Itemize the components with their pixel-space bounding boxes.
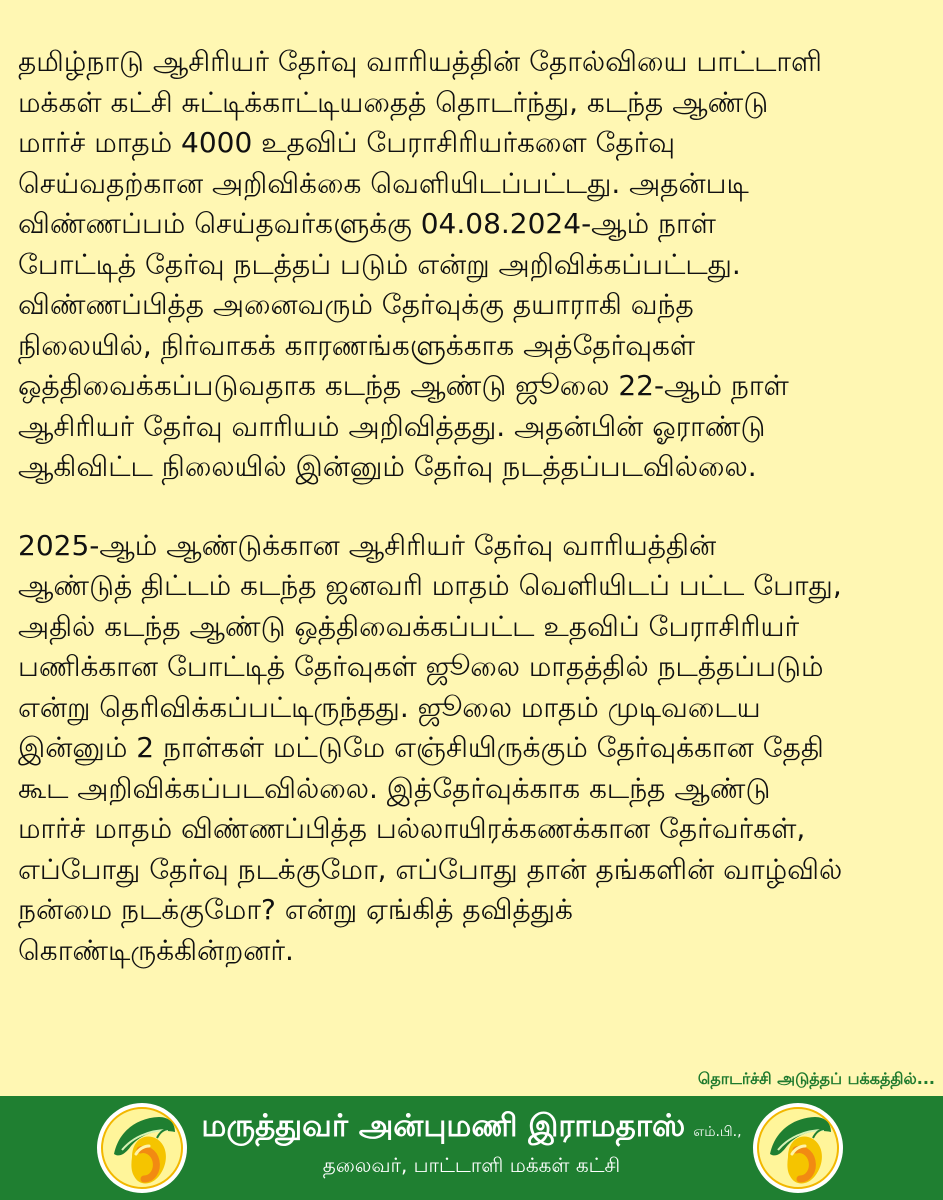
leader-title: தலைவர், பாட்டாளி மக்கள் கட்சி <box>322 1153 621 1177</box>
statement-body <box>18 42 926 971</box>
leader-suffix: எம்.பி., <box>693 1124 742 1140</box>
body-paragraph-2: 2025-ஆம் ஆண்டுக்கான ஆசிரியர் தேர்வு வாரியத்தின் ஆண்டுத் திட்டம் கடந்த ஜனவரி மாதம் வெளியிடப் பட்ட போது, அதில் கடந்த ஆண்டு ஒத்திவைக்கப்பட்ட உதவிப் பேராசிரியர் பணிக்கான போட்டித் தேர்வுகள் ஜூலை மாதத்தில் நடத்தப்படும் என்று தெரிவிக்கப்பட்டிருந்தது. ஜூலை மாதம் முடிவடைய இன்னும் 2 நாள்கள் மட்டுமே எஞ்சியிருக்கும் தேர்வுக்கான தேதி கூட அறிவிக்கப்படவில்லை. இத்தேர்வுக்காக கடந்த ஆண்டு மார்ச் மாதம் விண்ணப்பித்த பல்லாயிரக்கணக்கான தேர்வர்கள், எப்போது தேர்வு நடக்குமோ, எப்போது தான் தங்களின் வாழ்வில் நன்மை நடக்குமோ? என்று ஏங்கித் தவித்துக் கொண்டிருக்கின்றனர். <box>18 528 843 967</box>
signature-footer <box>0 1096 943 1200</box>
leader-name-text: மருத்துவர் அன்புமணி இராமதாஸ் <box>201 1108 686 1144</box>
mango-emblem-icon <box>752 1101 844 1195</box>
continuation-note: தொடர்ச்சி அடுத்தப் பக்கத்தில்... <box>697 1069 935 1088</box>
body-paragraph-1: தமிழ்நாடு ஆசிரியர் தேர்வு வாரியத்தின் தோல்வியை பாட்டாளி மக்கள் கட்சி சுட்டிக்காட்டியதைத் தொடர்ந்து, கடந்த ஆண்டு மார்ச் மாதம் 4000 உதவிப் பேராசிரியர்களை தேர்வு செய்வதற்கான அறிவிக்கை வெளியிடப்பட்டது. அதன்படி விண்ணப்பம் செய்தவர்களுக்கு 04.08.2024-ஆம் நாள் போட்டித் தேர்வு நடத்தப் படும் என்று அறிவிக்கப்பட்டது. விண்ணப்பித்த அனைவரும் தேர்வுக்கு தயாராகி வந்த நிலையில், நிர்வாகக் காரணங்களுக்காக அத்தேர்வுகள் ஒத்திவைக்கப்படுவதாக கடந்த ஆண்டு ஜூலை 22-ஆம் நாள் ஆசிரியர் தேர்வு வாரியம் அறிவித்தது. அதன்பின் ஓராண்டு ஆகிவிட்ட நிலையில் இன்னும் தேர்வு நடத்தப்படவில்லை. <box>18 45 822 483</box>
